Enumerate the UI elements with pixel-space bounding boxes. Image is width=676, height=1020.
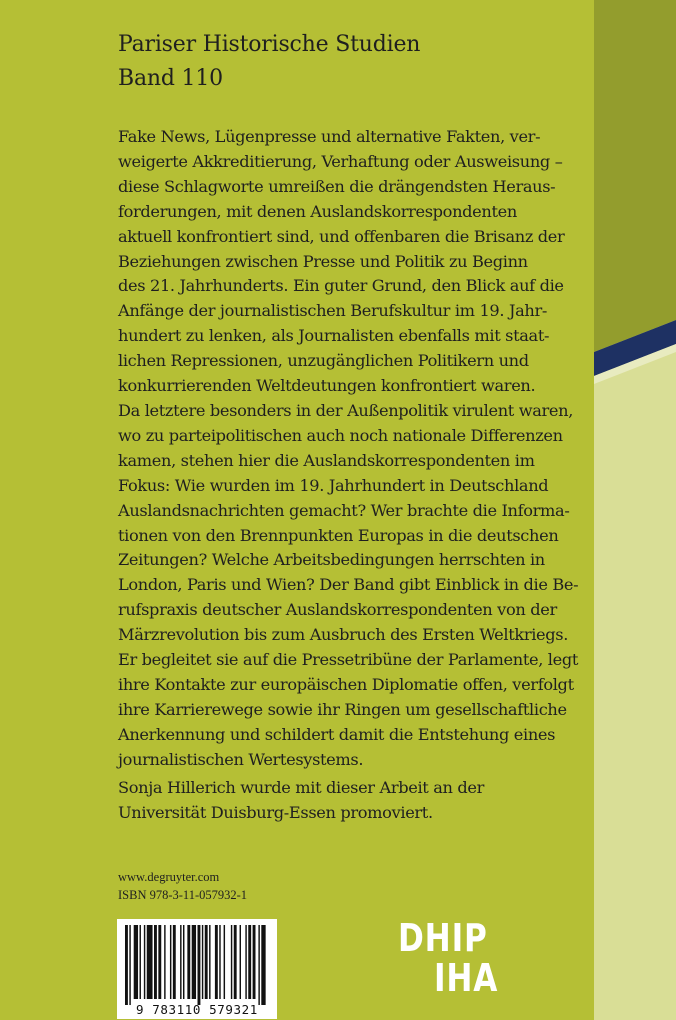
blurb-line: Anfänge der journalistischen Berufskultur im 19. Jahr- xyxy=(118,301,547,321)
isbn: ISBN 978-3-11-057932-1 xyxy=(118,888,248,902)
blurb-line: Märzrevolution bis zum Ausbruch des Ersten Weltkriegs. xyxy=(118,625,569,645)
blurb-line: Zeitungen? Welche Arbeitsbedingungen herrschten in xyxy=(118,550,545,570)
author-note-line: Universität Duisburg-Essen promoviert. xyxy=(118,802,433,822)
blurb-line: Da letztere besonders in der Außenpolitik virulent waren, xyxy=(118,400,574,420)
barcode-bar xyxy=(164,925,165,999)
logo-line-dhip: DHIP xyxy=(398,916,488,960)
barcode-bar xyxy=(183,925,184,999)
barcode-bar xyxy=(129,925,130,1005)
barcode-bar xyxy=(170,925,171,999)
blurb-line: diese Schlagworte umreißen die drängendsten Heraus- xyxy=(118,176,556,196)
blurb-line: Fokus: Wie wurden im 19. Jahrhundert in Deutschland xyxy=(118,475,549,495)
publisher-info xyxy=(118,868,247,904)
barcode-bar xyxy=(253,925,256,999)
barcode-bar xyxy=(147,925,153,999)
barcode-bar xyxy=(198,925,201,1005)
barcode-digits: 9 783110 579321 xyxy=(136,1002,258,1017)
barcode-bar xyxy=(245,925,246,999)
logo-line-iha: IHA xyxy=(434,956,499,1000)
blurb-line: Auslandsnachrichten gemacht? Wer brachte die Informa- xyxy=(118,500,570,520)
blurb-line: wo zu parteipolitischen auch noch nationale Differenzen xyxy=(118,425,563,445)
barcode-bar xyxy=(215,925,218,999)
barcode-bar xyxy=(231,925,232,999)
barcode-bar xyxy=(187,925,190,999)
barcode-bar xyxy=(202,925,203,999)
blurb-line: Beziehungen zwischen Presse und Politik zu Beginn xyxy=(118,251,528,271)
publisher-url: www.degruyter.com xyxy=(118,870,220,884)
blurb-line: Anerkennung und schildert damit die Entstehung eines xyxy=(118,724,556,744)
blurb-line: kamen, stehen hier die Auslandskorrespondenten im xyxy=(118,450,535,470)
series-title: Pariser Historische Studien xyxy=(118,32,421,57)
blurb-line: konkurrierenden Weltdeutungen konfrontiert waren. xyxy=(118,376,536,396)
barcode-bar xyxy=(205,925,208,999)
barcode-bar xyxy=(261,925,265,1005)
blurb-line: Fake News, Lügenpresse und alternative Fakten, ver- xyxy=(118,127,541,146)
barcode-bar xyxy=(140,925,141,999)
blurb-line: London, Paris und Wien? Der Band gibt Einblick in die Be- xyxy=(118,575,579,595)
blurb-line: rufspraxis deutscher Auslandskorrespondenten von der xyxy=(118,600,557,620)
blurb-line: des 21. Jahrhunderts. Ein guter Grund, den Blick auf die xyxy=(118,276,564,296)
blurb-line: hundert zu lenken, als Journalisten ebenfalls mit staat- xyxy=(118,326,550,346)
series-header xyxy=(118,28,420,96)
barcode-bar xyxy=(248,925,251,999)
barcode-bar xyxy=(219,925,220,999)
dhip-iha-logo xyxy=(398,918,508,998)
blurb-text xyxy=(118,125,594,773)
blurb-line: ihre Karrierewege sowie ihr Ringen um gesellschaftliche xyxy=(118,699,567,719)
barcode-bar xyxy=(209,925,210,999)
blurb-line: tionen von den Brennpunkten Europas in die deutschen xyxy=(118,525,559,545)
barcode-bar xyxy=(240,925,241,999)
author-note-line: Sonja Hillerich wurde mit dieser Arbeit an der xyxy=(118,778,485,797)
stripe-light xyxy=(594,320,676,1020)
barcode-bar xyxy=(234,925,237,999)
barcode-bar xyxy=(180,925,181,999)
series-volume: Band 110 xyxy=(118,66,223,91)
author-note xyxy=(118,776,484,826)
blurb-line: forderungen, mit denen Auslandskorrespondenten xyxy=(118,201,517,221)
barcode-bar xyxy=(158,925,161,999)
barcode-bar xyxy=(144,925,145,999)
blurb-line: ihre Kontakte zur europäischen Diplomatie offen, verfolgt xyxy=(118,674,574,694)
isbn-barcode xyxy=(117,919,277,1019)
blurb-line: journalistischen Wertesystems. xyxy=(118,749,364,769)
blurb-line: weigerte Akkreditierung, Verhaftung oder Ausweisung – xyxy=(118,151,563,171)
barcode-bar xyxy=(258,925,259,1005)
blurb-line: Er begleitet sie auf die Pressetribüne der Parlamente, legt xyxy=(118,650,579,670)
stripe-dark-olive xyxy=(594,0,676,352)
blurb-line: lichen Repressionen, unzugänglichen Politikern und xyxy=(118,351,529,371)
blurb-line: aktuell konfrontiert sind, und offenbaren die Brisanz der xyxy=(118,226,565,246)
barcode-bar xyxy=(224,925,225,999)
barcode-bar xyxy=(173,925,176,999)
barcode-bar xyxy=(154,925,157,999)
barcode-bar xyxy=(125,925,128,1005)
barcode-bar xyxy=(192,925,196,999)
barcode-bar xyxy=(134,925,138,999)
